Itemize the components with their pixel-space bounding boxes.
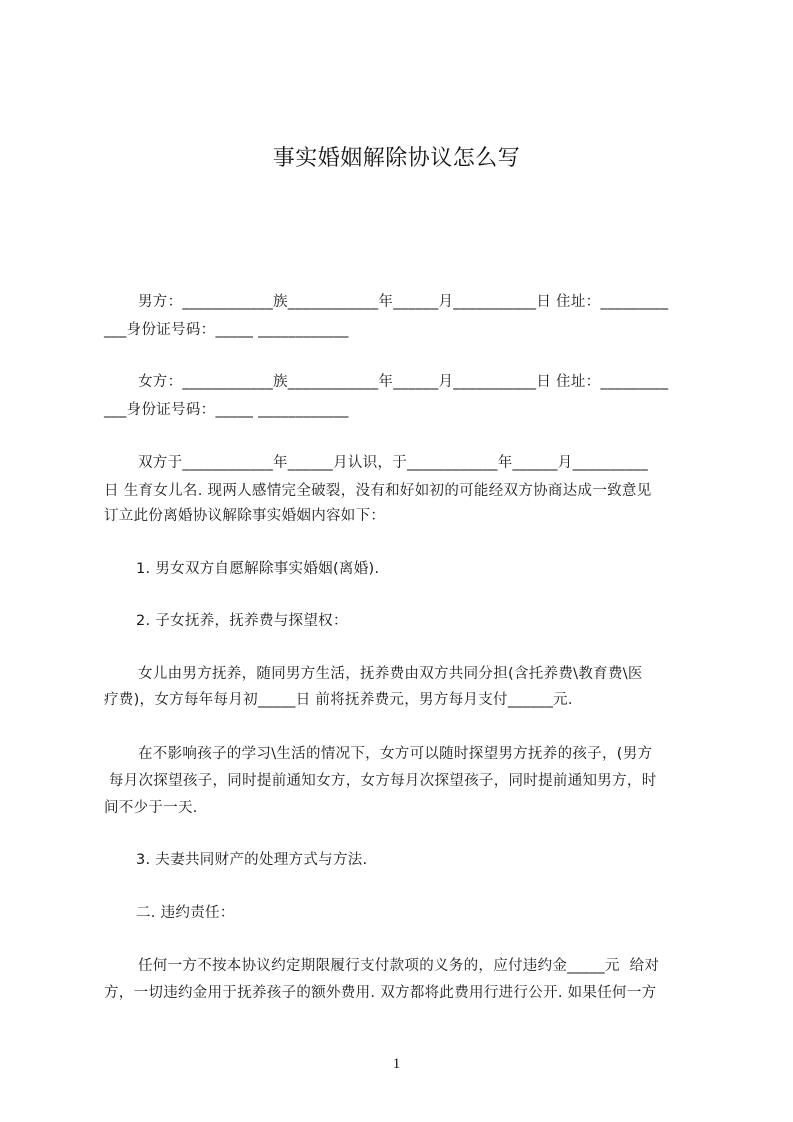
section-2-heading: 二. 违约责任： (136, 905, 235, 921)
liability-line-1: 任何一方不按本协议约定期限履行支付款项的义务的，应付违约金_____元 给对 (138, 958, 660, 974)
male-party-line-2: ___身份证号码：_____ ____________ (104, 322, 349, 338)
visitation-line-3: 间不少于一天. (104, 800, 198, 816)
visitation-line-1: 在不影响孩子的学习\生活的情况下，女方可以随时探望男方抚养的孩子，(男方 (138, 746, 653, 762)
custody-line-1: 女儿由男方抚养，随同男方生活，抚养费由双方共同分担(含托养费\教育费\医 (138, 666, 643, 682)
visitation-line-2: 每月次探望孩子，同时提前通知女方，女方每月次探望孩子，同时提前通知男方，时 (104, 773, 657, 789)
clause-2-heading: 2. 子女抚养，抚养费与探望权： (136, 613, 348, 629)
intro-line-3: 订立此份离婚协议解除事实婚姻内容如下： (104, 508, 386, 524)
page-number: 1 (392, 1056, 401, 1072)
intro-line-2: 日 生育女儿名. 现两人感情完全破裂，没有和好如初的可能经双方协商达成一致意见 (104, 483, 652, 499)
liability-line-2: 方，一切违约金用于抚养孩子的额外费用. 双方都将此费用行进行公开. 如果任何一方 (104, 985, 657, 1001)
male-party-line-1: 男方：____________族____________年______月___________日 住址：_________ (138, 294, 669, 310)
intro-line-1: 双方于____________年______月认识，于____________年______月__________ (138, 455, 649, 471)
document-title: 事实婚姻解除协议怎么写 (272, 146, 521, 171)
clause-1: 1. 男女双方自愿解除事实婚姻(离婚). (136, 561, 380, 577)
clause-3: 3. 夫妻共同财产的处理方式与方法. (136, 852, 368, 868)
female-party-line-2: ___身份证号码：_____ ____________ (104, 402, 349, 418)
female-party-line-1: 女方：____________族____________年______月___________日 住址：_________ (138, 374, 669, 390)
custody-line-2: 疗费)，女方每年每月初_____日 前将抚养费元，男方每月支付______元. (104, 692, 573, 708)
